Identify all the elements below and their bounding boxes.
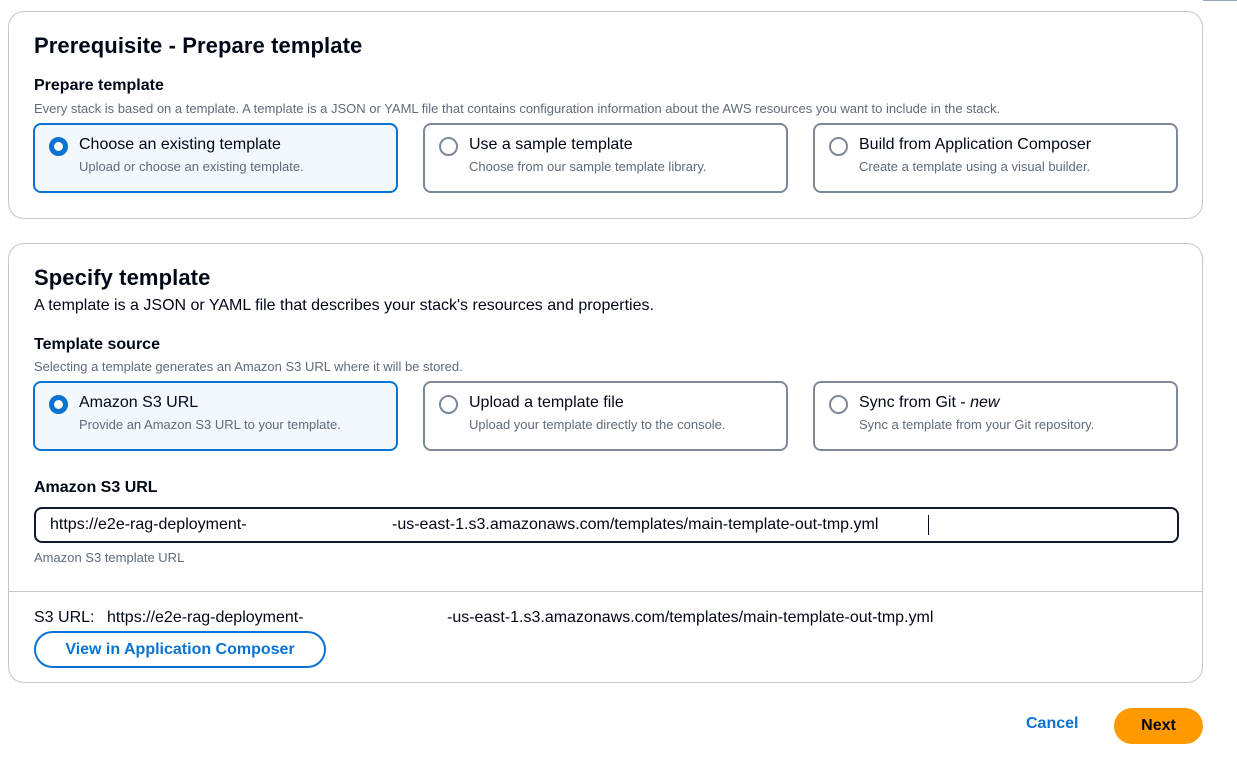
view-in-application-composer-button[interactable]: View in Application Composer: [34, 631, 326, 668]
tile-choose-existing-template[interactable]: [33, 123, 398, 193]
cancel-button[interactable]: Cancel: [1026, 715, 1079, 732]
tile-use-sample-template[interactable]: [423, 123, 788, 193]
tile-title: Amazon S3 URL: [79, 394, 199, 411]
radio-unselected-icon[interactable]: [829, 137, 848, 156]
specify-template-description: A template is a JSON or YAML file that describes your stack's resources and properties.: [34, 297, 654, 314]
radio-unselected-icon[interactable]: [439, 395, 458, 414]
tile-description: Choose from our sample template library.: [469, 159, 707, 174]
template-source-description: Selecting a template generates an Amazon S3 URL where it will be stored.: [34, 359, 463, 374]
tile-title-text: Sync from Git -: [859, 394, 971, 411]
tile-title: Upload a template file: [469, 394, 624, 411]
tile-description: Create a template using a visual builder.: [859, 159, 1091, 174]
tile-description: Upload or choose an existing template.: [79, 159, 304, 174]
s3-url-value-end: -us-east-1.s3.amazonaws.com/templates/main-template-out-tmp.yml: [447, 609, 934, 626]
section-divider: [9, 591, 1202, 592]
specify-template-title: Specify template: [34, 265, 211, 290]
url-value-start: https://e2e-rag-deployment-: [50, 516, 247, 533]
template-source-label: Template source: [34, 336, 160, 353]
amazon-s3-url-constraint: Amazon S3 template URL: [34, 550, 185, 565]
tile-title: Build from Application Composer: [859, 136, 1092, 153]
next-button[interactable]: Next: [1114, 708, 1203, 744]
top-border-line: [1203, 0, 1237, 1]
text-caret: [928, 515, 929, 535]
radio-selected-icon[interactable]: [49, 137, 68, 156]
radio-unselected-icon[interactable]: [829, 395, 848, 414]
tile-title: [859, 394, 999, 412]
tile-sync-from-git[interactable]: [813, 381, 1178, 451]
tile-description: Upload your template directly to the console.: [469, 417, 726, 432]
prepare-template-description: Every stack is based on a template. A template is a JSON or YAML file that contains configuration information about the AWS resources you want to include in the stack.: [34, 101, 1001, 116]
tile-upload-template-file[interactable]: [423, 381, 788, 451]
s3-url-value-start: https://e2e-rag-deployment-: [107, 609, 304, 626]
tile-title: Choose an existing template: [79, 136, 281, 153]
amazon-s3-url-input[interactable]: [34, 507, 1179, 543]
s3-url-label: S3 URL:: [34, 609, 95, 626]
tile-title: Use a sample template: [469, 136, 633, 153]
tile-amazon-s3-url[interactable]: [33, 381, 398, 451]
tile-description: Sync a template from your Git repository.: [859, 417, 1095, 432]
tile-description: Provide an Amazon S3 URL to your template.: [79, 417, 341, 432]
prepare-template-label: Prepare template: [34, 77, 164, 94]
new-badge: new: [970, 394, 1000, 411]
radio-unselected-icon[interactable]: [439, 137, 458, 156]
tile-build-from-application-composer[interactable]: [813, 123, 1178, 193]
prerequisite-container: [8, 11, 1203, 219]
specify-template-container: [8, 243, 1203, 683]
url-value-end: -us-east-1.s3.amazonaws.com/templates/main-template-out-tmp.yml: [392, 516, 879, 533]
radio-selected-icon[interactable]: [49, 395, 68, 414]
amazon-s3-url-label: Amazon S3 URL: [34, 479, 158, 496]
prerequisite-title: Prerequisite - Prepare template: [34, 33, 363, 58]
